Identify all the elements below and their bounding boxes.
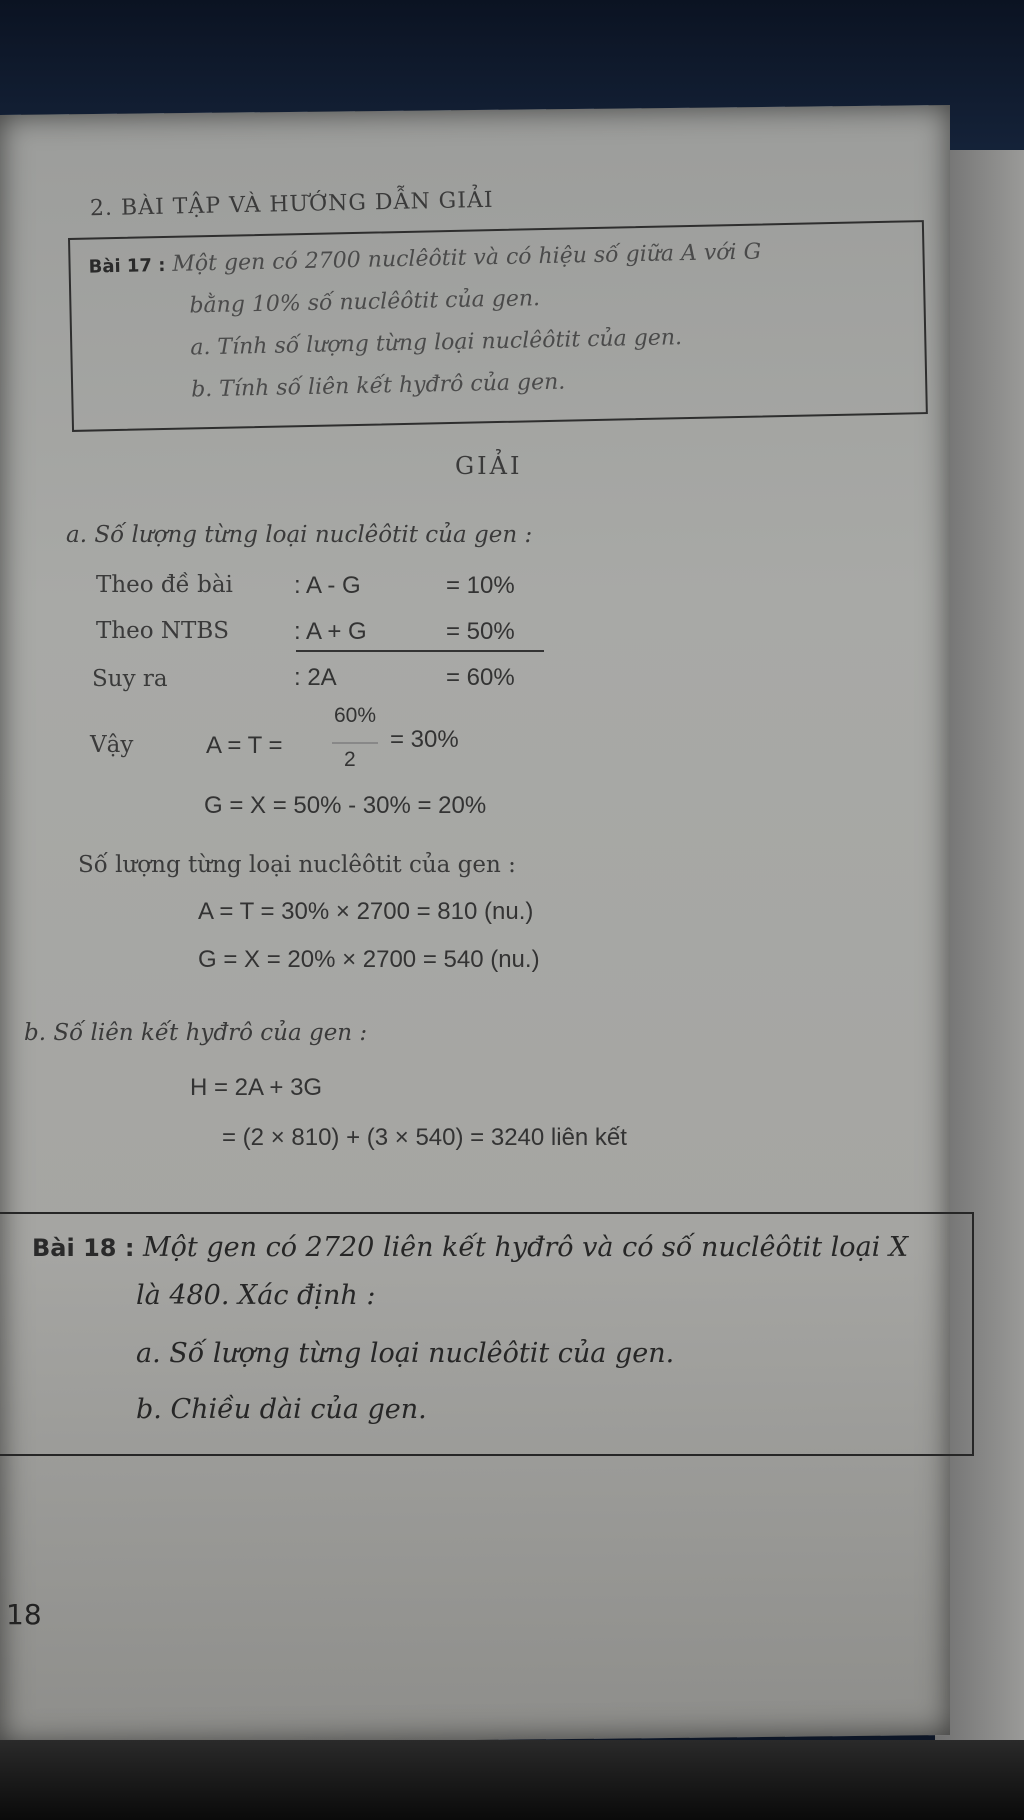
solution-a-heading: a. Số lượng từng loại nuclêôtit của gen : [66,522,533,548]
count-heading: Số lượng từng loại nuclêôtit của gen : [78,852,516,878]
exercise-17-part-b: b. Tính số liên kết hyđrô của gen. [190,369,566,403]
fraction-bar [332,742,378,744]
row-expr: : A + G [294,618,367,645]
exercise-17-line2: bằng 10% số nuclêôtit của gen. [189,286,541,319]
exercise-18-part-b: b. Chiều dài của gen. [136,1394,427,1425]
row-expr: : A - G [294,572,361,599]
exercise-17-box [68,220,928,432]
exercise-17-text1: Một gen có 2700 nuclêôtit và có hiệu số giữa A với G [172,239,762,277]
row-label: Theo NTBS [96,618,230,644]
h-calculation: = (2 × 810) + (3 × 540) = 3240 liên kết [222,1124,627,1151]
exercise-18-text1: Một gen có 2720 liên kết hyđrô và có số nuclêôtit loại X [143,1232,909,1263]
solution-b-heading: b. Số liên kết hyđrô của gen : [24,1020,368,1046]
row-expr: : 2A [294,664,337,691]
exercise-17-line1 [88,239,761,278]
vay-lhs: A = T = [206,732,283,759]
row-value: = 10% [446,572,515,599]
exercise-18-box [0,1212,974,1456]
exercise-18-part-a: a. Số lượng từng loại nuclêôtit của gen. [136,1338,675,1369]
exercise-18-label: Bài 18 : [32,1234,135,1262]
h-equation: H = 2A + 3G [190,1074,323,1101]
solution-title: GIẢI [455,452,523,480]
exercise-18-line2: là 480. Xác định : [136,1280,376,1311]
count-g: G = X = 20% × 2700 = 540 (nu.) [198,946,540,973]
fraction-numerator: 60% [334,704,377,727]
g-equation: G = X = 50% - 30% = 20% [204,792,487,819]
page-number: 18 [6,1598,42,1631]
fraction-denominator: 2 [344,748,356,771]
row-label: Suy ra [92,666,168,692]
exercise-17-label: Bài 17 : [88,254,166,278]
row-value: = 60% [446,664,515,691]
background-bottom [0,1740,1024,1820]
row-label: Theo đề bài [96,572,233,598]
vay-rhs: = 30% [390,726,459,753]
row-value: = 50% [446,618,515,645]
sum-divider [296,650,544,652]
vay-label: Vậy [90,732,134,758]
exercise-17-part-a: a. Tính số lượng từng loại nuclêôtit của gen. [190,325,683,361]
section-title: 2. BÀI TẬP VÀ HƯỚNG DẪN GIẢI [89,187,494,222]
exercise-18-line1 [32,1232,908,1263]
count-a: A = T = 30% × 2700 = 810 (nu.) [198,898,534,925]
